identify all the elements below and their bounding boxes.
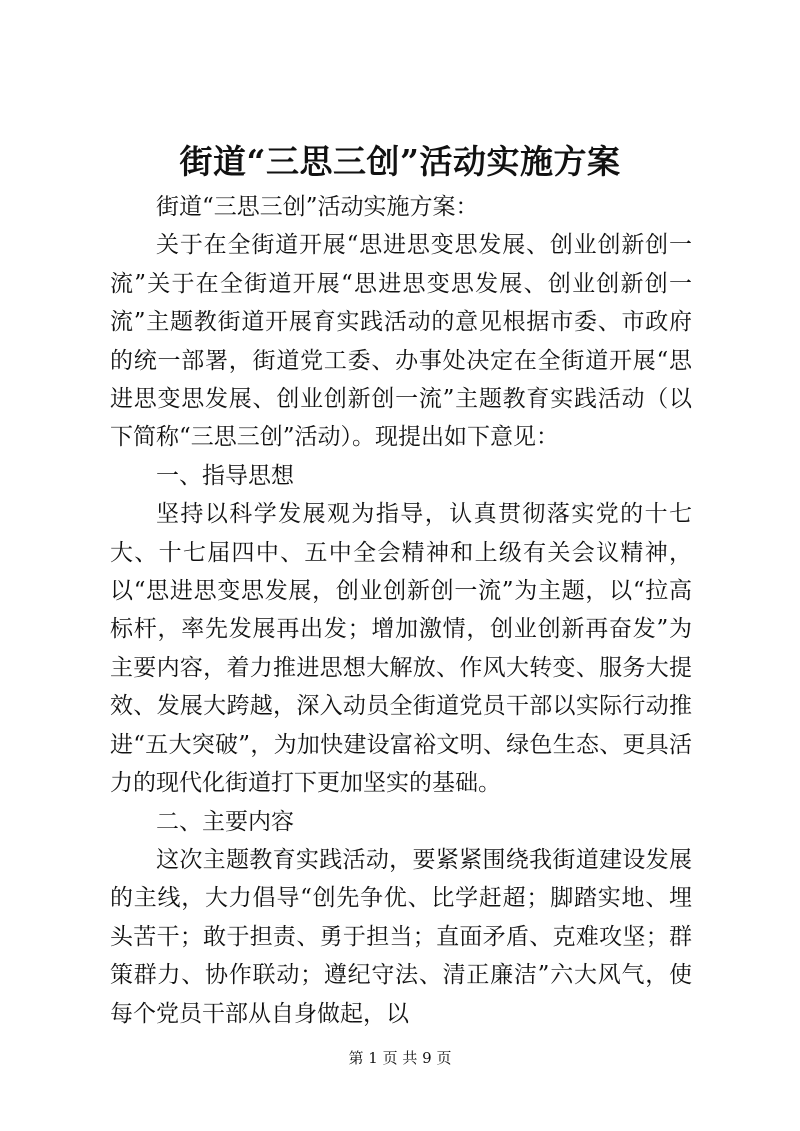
page-number-footer: 第 1 页 共 9 页 bbox=[348, 1049, 452, 1067]
document-body bbox=[110, 188, 692, 1033]
paragraph-heading-line: 街道“三思三创”活动实施方案： bbox=[156, 194, 479, 220]
section-heading-main-content: 二、主要内容 bbox=[156, 808, 294, 835]
paragraph-guiding-ideology: 坚持以科学发展观为指导，认真贯彻落实党的十七大、十七届四中、五中全会精神和上级有关会议精神，以“思进思变思发展，创业创新创一流”为主题，以“拉高标杆，率先发展再出发；增加激情，创业创新再奋发”为主要内容，着力推进思想大解放、作风大转变、服务大提效、发展大跨越，深入动员全街道党员干部以实际行动推进“五大突破”，为加快建设富裕文明、绿色生态、更具活力的现代化街道打下更加坚实的基础。 bbox=[110, 501, 692, 797]
section-heading-guiding-ideology: 一、指导思想 bbox=[156, 462, 294, 489]
paragraph-main-content: 这次主题教育实践活动，要紧紧围绕我街道建设发展的主线，大力倡导“创先争优、比学赶超；脚踏实地、埋头苦干；敢于担责、勇于担当；直面矛盾、克难攻坚；群策群力、协作联动；遵纪守法、清正廉洁”六大风气，使每个党员干部从自身做起，以 bbox=[110, 846, 692, 1027]
page-title: 街道“三思三创”活动实施方案 bbox=[179, 142, 621, 181]
paragraph-intro: 关于在全街道开展“思进思变思发展、创业创新创一流”关于在全街道开展“思进思变思发展、创业创新创一流”主题教街道开展育实践活动的意见根据市委、市政府的统一部署，街道党工委、办事处决定在全街道开展“思进思变思发展、创业创新创一流”主题教育实践活动（以下简称“三思三创”活动）。现提出如下意见： bbox=[110, 232, 692, 451]
